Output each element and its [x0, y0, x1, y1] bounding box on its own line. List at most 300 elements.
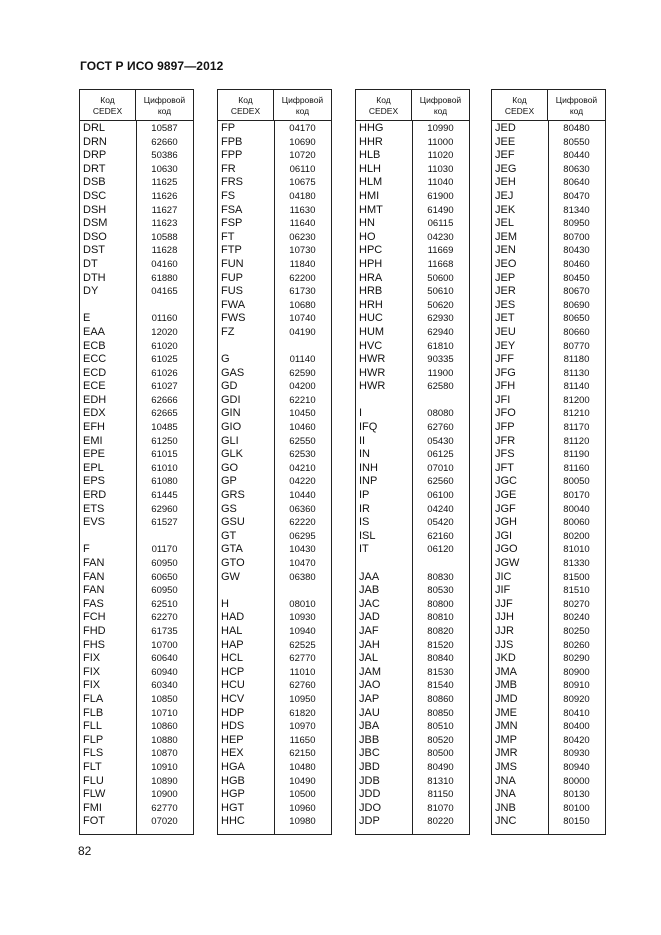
table-row	[492, 122, 605, 136]
cedex-code-cell: HVC	[359, 339, 383, 352]
header-digital-code: Цифровой код	[143, 94, 186, 116]
table-row	[492, 394, 605, 408]
digital-code-cell: 10490	[289, 775, 316, 787]
cedex-code-cell: HUC	[359, 312, 383, 325]
table-header	[80, 90, 193, 121]
header-code-cedex: Код CEDEX	[80, 90, 136, 120]
table-row	[356, 353, 469, 367]
table-row	[492, 707, 605, 721]
table-row	[80, 761, 193, 775]
cedex-code-cell: JGH	[495, 516, 517, 529]
table-row	[492, 652, 605, 666]
cedex-code-cell: DRN	[83, 135, 107, 148]
digital-code-cell: 80810	[427, 612, 454, 624]
digital-code-cell	[274, 584, 331, 598]
cedex-code-cell: FTP	[221, 244, 242, 257]
digital-code-cell: 06380	[289, 571, 316, 583]
cedex-code-cell: DRL	[83, 122, 106, 134]
cedex-code-cell: HLM	[359, 176, 383, 189]
cedex-code-cell: HLH	[359, 162, 382, 175]
cedex-code-cell: HCP	[221, 665, 245, 678]
table-row	[80, 244, 193, 258]
digital-code-cell: 80940	[563, 761, 590, 773]
digital-code-cell: 62930	[427, 313, 454, 325]
table-row	[356, 475, 469, 489]
digital-code-cell: 80690	[563, 299, 590, 311]
digital-code-cell: 61015	[151, 449, 178, 461]
digital-code-cell: 11900	[427, 367, 454, 379]
cedex-code-cell: FLL	[83, 720, 102, 733]
digital-code-cell: 80040	[563, 503, 590, 515]
cedex-code-cell: HRB	[359, 285, 383, 298]
cedex-code-cell: DST	[83, 244, 105, 257]
cedex-code-cell: H	[221, 597, 229, 610]
digital-code-cell: 10720	[289, 150, 316, 162]
cedex-code-cell: FIX	[83, 652, 101, 665]
digital-code-cell: 10870	[151, 748, 178, 760]
digital-code-cell: 10940	[289, 625, 316, 637]
cedex-code-cell: GP	[221, 475, 237, 488]
digital-code-cell: 81510	[563, 585, 590, 597]
table-row	[492, 136, 605, 150]
table-row	[356, 149, 469, 163]
table-row	[492, 176, 605, 190]
digital-code-cell: 50600	[427, 272, 454, 284]
digital-code-cell: 06295	[289, 530, 316, 542]
digital-code-cell: 10900	[151, 789, 178, 801]
digital-code-cell: 80640	[563, 177, 590, 189]
table-row	[356, 231, 469, 245]
table-row	[492, 761, 605, 775]
table-row	[80, 734, 193, 748]
table-row	[492, 543, 605, 557]
cedex-code-cell: IR	[359, 502, 370, 515]
digital-code-cell: 80950	[563, 218, 590, 230]
digital-code-cell: 10880	[151, 734, 178, 746]
table-row	[218, 380, 331, 394]
table-row	[80, 666, 193, 680]
table-row	[80, 190, 193, 204]
digital-code-cell: 80500	[427, 748, 454, 760]
cedex-code-cell: ECB	[83, 339, 106, 352]
digital-code-cell: 10690	[289, 136, 316, 148]
table-row	[492, 462, 605, 476]
table-row	[218, 407, 331, 421]
cedex-code-cell: JER	[495, 285, 516, 298]
cedex-code-cell: FZ	[221, 325, 235, 338]
digital-code-cell: 04170	[289, 123, 316, 134]
cedex-code-cell: EMI	[83, 434, 103, 447]
digital-code-cell: 10910	[151, 761, 178, 773]
table-row	[492, 815, 605, 829]
code-table-2	[217, 89, 332, 835]
cedex-code-cell: HGT	[221, 801, 245, 814]
cedex-code-cell: EPL	[83, 461, 104, 474]
digital-code-cell: 62200	[289, 272, 316, 284]
cedex-code-cell: EPE	[83, 448, 106, 461]
digital-code-cell: 62770	[289, 653, 316, 665]
digital-code-cell: 61250	[151, 435, 178, 447]
table-row	[218, 312, 331, 326]
digital-code-cell: 81530	[427, 666, 454, 678]
digital-code-cell	[412, 557, 469, 571]
cedex-code-cell: JBB	[359, 733, 380, 746]
cedex-code-cell: FLW	[83, 788, 106, 801]
cedex-code-cell: JFH	[495, 380, 516, 393]
cedex-code-cell: DSM	[83, 217, 108, 230]
table-row	[80, 625, 193, 639]
digital-code-cell: 11626	[151, 190, 178, 202]
table-row	[356, 435, 469, 449]
table-row	[80, 693, 193, 707]
digital-code-cell: 62270	[151, 612, 178, 624]
table-row	[80, 136, 193, 150]
cedex-code-cell: JFF	[495, 353, 514, 366]
cedex-code-cell: DY	[83, 285, 99, 298]
table-row	[218, 217, 331, 231]
table-row	[356, 598, 469, 612]
table-row	[218, 136, 331, 150]
cedex-code-cell: JEK	[495, 203, 516, 216]
cedex-code-cell: HCU	[221, 679, 245, 692]
table-row	[80, 163, 193, 177]
table-row	[80, 462, 193, 476]
digital-code-cell: 80130	[563, 789, 590, 801]
digital-code-cell: 11010	[289, 666, 316, 678]
digital-code-cell: 04180	[289, 190, 316, 202]
table-row	[218, 543, 331, 557]
digital-code-cell: 11030	[427, 163, 454, 175]
cedex-code-cell: JAF	[359, 624, 379, 637]
table-row	[492, 367, 605, 381]
table-row	[80, 326, 193, 340]
cedex-code-cell: JJR	[495, 624, 514, 637]
table-header	[492, 90, 605, 121]
digital-code-cell: 81140	[563, 381, 590, 393]
digital-code-cell: 62160	[427, 530, 454, 542]
cedex-code-cell: JNC	[495, 815, 517, 828]
cedex-code-cell: JAP	[359, 692, 380, 705]
digital-code-cell: 80220	[427, 816, 454, 828]
table-row	[492, 516, 605, 530]
digital-code-cell: 80290	[563, 653, 590, 665]
code-table-4	[491, 89, 606, 835]
cedex-code-cell: JEY	[495, 339, 516, 352]
table-row	[218, 176, 331, 190]
table-row	[218, 244, 331, 258]
table-row	[80, 775, 193, 789]
cedex-code-cell: FSP	[221, 217, 243, 230]
table-row	[218, 149, 331, 163]
table-row	[80, 571, 193, 585]
digital-code-cell: 81520	[427, 639, 454, 651]
cedex-code-cell: JFS	[495, 448, 515, 461]
table-row	[80, 122, 193, 136]
digital-code-cell: 61820	[289, 707, 316, 719]
digital-code-cell: 62760	[427, 422, 454, 434]
table-row	[356, 625, 469, 639]
digital-code-cell: 10480	[289, 761, 316, 773]
cedex-code-cell: JEN	[495, 244, 516, 257]
cedex-code-cell: DTH	[83, 271, 106, 284]
cedex-code-cell: FPP	[221, 149, 243, 162]
digital-code-cell: 61735	[151, 625, 178, 637]
cedex-code-cell: JJH	[495, 611, 514, 624]
digital-code-cell: 62530	[289, 449, 316, 461]
table-row	[80, 149, 193, 163]
digital-code-cell: 10850	[151, 693, 178, 705]
digital-code-cell: 10587	[151, 123, 178, 134]
table-body	[218, 121, 331, 834]
cedex-code-cell: JEO	[495, 257, 517, 270]
cedex-code-cell: HUM	[359, 325, 385, 338]
table-row	[80, 421, 193, 435]
table-header	[356, 90, 469, 121]
table-row	[80, 543, 193, 557]
cedex-code-cell	[218, 584, 274, 598]
table-row	[218, 557, 331, 571]
cedex-code-cell: JAC	[359, 597, 380, 610]
cedex-code-cell: FAS	[83, 597, 104, 610]
table-row	[80, 707, 193, 721]
digital-code-cell: 80550	[563, 136, 590, 148]
cedex-code-cell: HO	[359, 230, 376, 243]
cedex-code-cell: FLB	[83, 706, 104, 719]
table-row	[218, 462, 331, 476]
table-row	[80, 353, 193, 367]
cedex-code-cell: HEP	[221, 733, 244, 746]
cedex-code-cell: GD	[221, 380, 238, 393]
table-row	[218, 421, 331, 435]
digital-code-cell	[412, 394, 469, 408]
table-row	[218, 435, 331, 449]
digital-code-cell	[274, 340, 331, 354]
table-row	[356, 503, 469, 517]
table-row	[218, 625, 331, 639]
cedex-code-cell: ISL	[359, 529, 376, 542]
digital-code-cell: 12020	[151, 326, 178, 338]
table-row	[492, 584, 605, 598]
digital-code-cell: 11650	[289, 734, 316, 746]
digital-code-cell: 60640	[151, 653, 178, 665]
cedex-code-cell: FAN	[83, 557, 105, 569]
cedex-code-cell: HMT	[359, 203, 383, 216]
table-row	[356, 163, 469, 177]
digital-code-cell: 81540	[427, 680, 454, 692]
page-number: 82	[78, 844, 92, 858]
digital-code-cell: 81340	[563, 204, 590, 216]
digital-code-cell: 11020	[427, 150, 454, 162]
digital-code-cell	[136, 299, 193, 313]
digital-code-cell	[136, 530, 193, 544]
table-row	[80, 489, 193, 503]
digital-code-cell: 81500	[563, 571, 590, 583]
cedex-code-cell: FUP	[221, 271, 243, 284]
cedex-code-cell: GRS	[221, 489, 245, 502]
table-row	[80, 299, 193, 313]
cedex-code-cell: IT	[359, 543, 369, 556]
cedex-code-cell: FS	[221, 189, 236, 202]
digital-code-cell: 10930	[289, 612, 316, 624]
digital-code-cell: 80200	[563, 530, 590, 542]
cedex-code-cell: JMD	[495, 692, 518, 705]
cedex-code-cell: JMA	[495, 665, 517, 678]
cedex-code-cell: JGW	[495, 557, 520, 569]
cedex-code-cell: HWR	[359, 353, 386, 366]
digital-code-cell: 62220	[289, 517, 316, 529]
digital-code-cell: 10980	[289, 816, 316, 828]
table-row	[492, 611, 605, 625]
cedex-code-cell: JAA	[359, 570, 380, 583]
table-row	[492, 163, 605, 177]
digital-code-cell: 01160	[151, 313, 178, 325]
table-row	[356, 543, 469, 557]
cedex-code-cell: JMP	[495, 733, 517, 746]
cedex-code-cell: JNA	[495, 788, 516, 801]
table-row	[80, 380, 193, 394]
digital-code-cell: 80930	[563, 748, 590, 760]
header-code-cedex: Код CEDEX	[356, 90, 412, 120]
cedex-code-cell: JET	[495, 312, 515, 325]
table-row	[492, 149, 605, 163]
table-row	[492, 747, 605, 761]
cedex-code-cell: JJF	[495, 597, 513, 610]
cedex-code-cell: JFI	[495, 393, 511, 406]
cedex-code-cell: GTA	[221, 543, 243, 556]
digital-code-cell: 10860	[151, 721, 178, 733]
table-row	[80, 285, 193, 299]
digital-code-cell: 81210	[563, 408, 590, 420]
cedex-code-cell: FLU	[83, 774, 104, 787]
table-row	[218, 802, 331, 816]
cedex-code-cell: JAD	[359, 611, 380, 624]
digital-code-cell: 10630	[151, 163, 178, 175]
table-row	[492, 802, 605, 816]
digital-code-cell: 11840	[289, 258, 316, 270]
cedex-code-cell: IP	[359, 489, 370, 502]
table-row	[492, 788, 605, 802]
cedex-code-cell: JFT	[495, 461, 514, 474]
cedex-code-cell: FAN	[83, 570, 105, 583]
table-row	[356, 734, 469, 748]
digital-code-cell: 81010	[563, 544, 590, 556]
cedex-code-cell: ECD	[83, 366, 107, 379]
table-row	[218, 272, 331, 286]
digital-code-cell: 80150	[563, 816, 590, 828]
cedex-code-cell: IFQ	[359, 421, 378, 434]
digital-code-cell: 61026	[151, 367, 178, 379]
cedex-code-cell: EAA	[83, 325, 106, 338]
cedex-code-cell: HDS	[221, 720, 245, 733]
digital-code-cell: 11000	[427, 136, 454, 148]
table-row	[492, 435, 605, 449]
table-row	[218, 231, 331, 245]
cedex-code-cell: JEM	[495, 230, 517, 243]
code-table-1	[79, 89, 194, 835]
digital-code-cell: 10960	[289, 802, 316, 814]
table-row	[492, 204, 605, 218]
table-row	[80, 815, 193, 829]
table-row	[356, 190, 469, 204]
digital-code-cell: 05430	[427, 435, 454, 447]
cedex-code-cell: JNA	[495, 774, 516, 787]
digital-code-cell: 80260	[563, 639, 590, 651]
cedex-code-cell: FHD	[83, 624, 106, 637]
cedex-code-cell: JFO	[495, 407, 516, 420]
table-row	[218, 516, 331, 530]
cedex-code-cell: HHR	[359, 135, 383, 148]
table-row	[218, 571, 331, 585]
table-row	[492, 231, 605, 245]
digital-code-cell: 07020	[151, 816, 178, 828]
table-row	[218, 448, 331, 462]
table-row	[356, 204, 469, 218]
table-row	[218, 788, 331, 802]
table-row	[80, 407, 193, 421]
table-row	[492, 557, 605, 571]
cedex-code-cell: JGF	[495, 502, 516, 515]
cedex-code-cell: JAU	[359, 706, 380, 719]
cedex-code-cell: IS	[359, 516, 370, 529]
digital-code-cell: 11623	[151, 218, 178, 230]
digital-code-cell: 80490	[427, 761, 454, 773]
cedex-code-cell: FLP	[83, 733, 104, 746]
table-row	[492, 679, 605, 693]
digital-code-cell: 11668	[427, 258, 454, 270]
table-row	[356, 421, 469, 435]
cedex-code-cell: JMB	[495, 679, 517, 692]
digital-code-cell: 10740	[289, 313, 316, 325]
cedex-code-cell: INP	[359, 475, 378, 488]
table-row	[356, 367, 469, 381]
table-row	[356, 312, 469, 326]
cedex-code-cell: FLT	[83, 760, 102, 773]
table-row	[80, 530, 193, 544]
cedex-code-cell: DSH	[83, 203, 107, 216]
digital-code-cell: 10710	[151, 707, 178, 719]
table-row	[492, 639, 605, 653]
cedex-code-cell: JIF	[495, 584, 511, 597]
table-row	[356, 340, 469, 354]
table-row	[492, 503, 605, 517]
cedex-code-cell: GS	[221, 502, 237, 515]
table-row	[492, 530, 605, 544]
digital-code-cell: 80250	[563, 625, 590, 637]
cedex-code-cell: EVS	[83, 516, 106, 529]
digital-code-cell: 80650	[563, 313, 590, 325]
header-digital-code: Цифровой код	[419, 94, 462, 116]
digital-code-cell: 80060	[563, 517, 590, 529]
cedex-code-cell: JGO	[495, 543, 518, 556]
cedex-code-cell: HWR	[359, 380, 386, 393]
cedex-code-cell: FSA	[221, 203, 243, 216]
table-row	[80, 611, 193, 625]
table-row	[218, 815, 331, 829]
digital-code-cell: 61527	[151, 517, 178, 529]
cedex-code-cell: II	[359, 434, 366, 447]
digital-code-cell: 80850	[427, 707, 454, 719]
cedex-code-cell: ECC	[83, 353, 107, 366]
digital-code-cell: 62525	[289, 639, 316, 651]
cedex-code-cell: FWA	[221, 298, 246, 311]
table-row	[356, 815, 469, 829]
table-row	[492, 190, 605, 204]
table-row	[356, 299, 469, 313]
table-row	[356, 258, 469, 272]
cedex-code-cell: GDI	[221, 393, 241, 406]
digital-code-cell: 62960	[151, 503, 178, 515]
table-row	[218, 530, 331, 544]
